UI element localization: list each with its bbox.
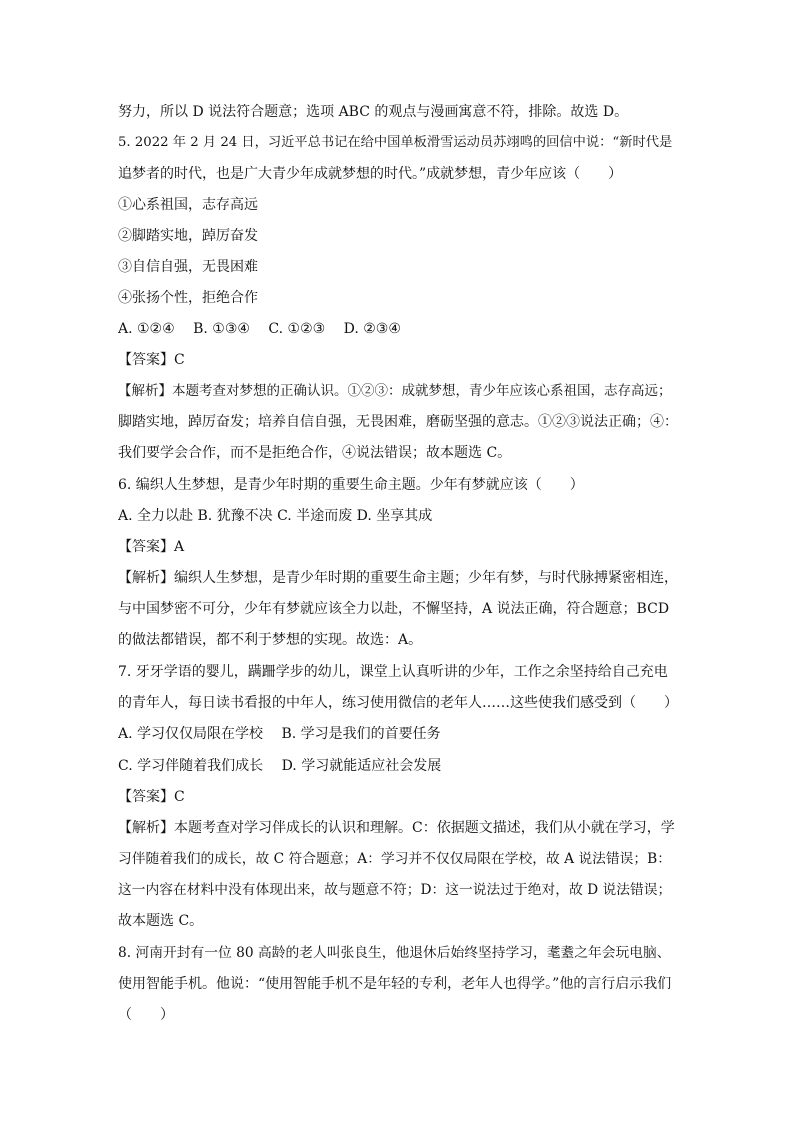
question-6-stem: 6. 编织人生梦想，是青少年时期的重要生命主题。少年有梦就应该（ ） — [118, 477, 584, 493]
question-5-stem-line-2: 追梦者的时代，也是广大青少年成就梦想的时代。”成就梦想，青少年应该（ ） — [118, 166, 623, 182]
question-7-options-cd: C. 学习伴随着我们成长 D. 学习就能适应社会发展 — [118, 758, 442, 774]
question-7-explanation-line-1: 【解析】本题考查对学习伴成长的认识和理解。C：依据题文描述，我们从小就在学习，学 — [118, 820, 675, 836]
question-8-stem-line-1: 8. 河南开封有一位 80 高龄的老人叫张良生，他退休后始终坚持学习，耄耋之年会玩电脑、 — [118, 945, 671, 961]
question-6-explanation-line-3: 的做法都错误，都不利于梦想的实现。故选：A。 — [118, 632, 423, 648]
question-5-explanation-line-2: 脚踏实地，踔厉奋发；培养自信自强，无畏困难，磨砺坚强的意志。①②③说法正确；④： — [118, 414, 678, 430]
question-7-stem-line-2: 的青年人，每日读书看报的中年人，练习使用微信的老年人……这些使我们感受到（ ） — [118, 695, 678, 711]
question-8-stem-line-2: 使用智能手机。他说：“使用智能手机不是年轻的专利，老年人也得学。”他的言行启示我们 — [118, 976, 672, 992]
question-5-options: A. ①②④ B. ①③④ C. ①②③ D. ②③④ — [118, 321, 401, 337]
question-7-explanation-line-2: 习伴随着我们的成长，故 C 符合题意；A：学习并不仅仅局限在学校，故 A 说法错误；B： — [118, 851, 671, 867]
question-5-item-3: ③自信自强，无畏困难 — [118, 259, 258, 275]
question-6-answer: 【答案】A — [118, 539, 185, 555]
question-5-item-2: ②脚踏实地，踔厉奋发 — [118, 228, 258, 244]
question-6-explanation-line-2: 与中国梦密不可分，少年有梦就应该全力以赴，不懈坚持，A 说法正确，符合题意；BCD — [118, 601, 670, 617]
question-5-stem-line-1: 5. 2022 年 2 月 24 日，习近平总书记在给中国单板滑雪运动员苏翊鸣的回信中说：“新时代是 — [118, 135, 673, 150]
question-7-explanation-line-3: 这一内容在材料中没有体现出来，故与题意不符；D：这一说法过于绝对，故 D 说法错误； — [118, 882, 672, 898]
question-8-stem-line-3: （ ） — [118, 1007, 174, 1023]
question-7-explanation-line-4: 故本题选 C。 — [118, 913, 204, 929]
question-5-explanation-line-1: 【解析】本题考查对梦想的正确认识。①②③：成就梦想，青少年应该心系祖国，志存高远； — [118, 383, 672, 399]
question-7-options-ab: A. 学习仅仅局限在学校 B. 学习是我们的首要任务 — [118, 726, 441, 742]
question-5-item-1: ①心系祖国，志存高远 — [118, 197, 258, 213]
question-7-stem-line-1: 7. 牙牙学语的婴儿，蹒跚学步的幼儿，课堂上认真听讲的少年，工作之余坚持给自己充电 — [118, 664, 668, 680]
question-7-answer: 【答案】C — [118, 789, 185, 805]
question-5-item-4: ④张扬个性，拒绝合作 — [118, 290, 258, 306]
question-5-explanation-line-3: 我们要学会合作，而不是拒绝合作，④说法错误；故本题选 C。 — [118, 445, 512, 461]
question-6-explanation-line-1: 【解析】编织人生梦想，是青少年时期的重要生命主题；少年有梦，与时代脉搏紧密相连， — [118, 570, 678, 586]
question-6-options: A. 全力以赴 B. 犹豫不决 C. 半途而废 D. 坐享其成 — [118, 508, 433, 524]
question-5-answer: 【答案】C — [118, 352, 185, 368]
text-line-prev-explanation-end: 努力，所以 D 说法符合题意；选项 ABC 的观点与漫画寓意不符，排除。故选 D。 — [118, 104, 629, 120]
